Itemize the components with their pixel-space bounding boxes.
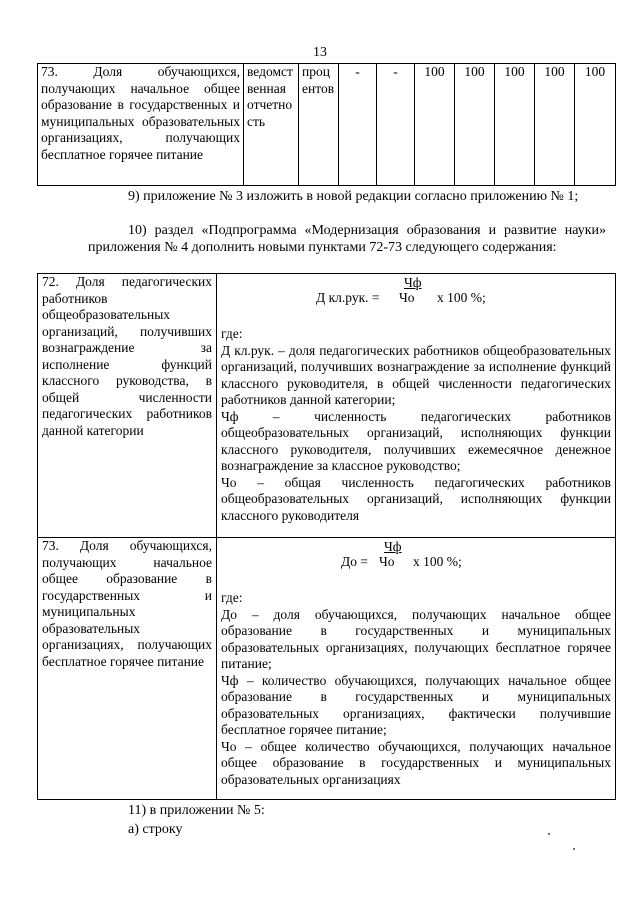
where-label: где: [221, 590, 243, 605]
indicator-73-method [217, 538, 616, 800]
value-cell: 100 [455, 64, 495, 186]
value-cell: 100 [535, 64, 575, 186]
page-number: 13 [313, 45, 327, 60]
formula-multiplier: x 100 %; [437, 290, 486, 305]
value-cell: 100 [495, 64, 535, 186]
paragraph-9: 9) приложение № 3 изложить в новой редакции согласно приложению № 1; [128, 189, 579, 204]
paragraph-10: 10) раздел «Подпрограмма «Модернизация образования и развитие науки» приложения № 4 дополнить новыми пунктами 72-73 следующего содержания: [88, 223, 606, 255]
definition: Чо – общее количество обучающихся, получающих начальное общее образование в государственных и муниципальных образовательных организациях [221, 738, 611, 787]
indicator-72-method [217, 274, 616, 538]
definition: Чф – количество обучающихся, получающих начальное общее образование в государственных и муниципальных образовательных организациях, фактически получившие бесплатное горячее питание; [221, 672, 611, 737]
value-cell: - [339, 64, 377, 186]
unit-cell: процентов [299, 64, 339, 186]
formula-multiplier: x 100 %; [413, 554, 462, 569]
table-row [38, 274, 616, 538]
definition: Чо – общая численность педагогических работников общеобразовательных организаций, исполняющих функции классного руководителя [221, 474, 611, 523]
table-row [38, 538, 616, 800]
indicator-name-cell: 73. Доля обучающихся, получающих начальное общее образование в государственных и муниципальных образовательных организациях, получающих бесплатное горячее питание [38, 64, 244, 186]
formula-lhs: Д кл.рук. = [316, 290, 380, 305]
paragraph-a: а) строку [128, 822, 183, 837]
value-cell: - [377, 64, 415, 186]
indicator-72-name: 72. Доля педагогических работников общеобразовательных организаций, получивших вознаграждение за исполнение функций классного руководства, в общей численности педагогических работников данной категории [38, 274, 217, 538]
scan-speck [573, 848, 575, 850]
where-label: где: [221, 326, 243, 341]
definition: Д кл.рук. – доля педагогических работников общеобразовательных организаций, получивших вознаграждение за исполнение функций классного руководителя, в общей численности педагогических работников данной категории; [221, 342, 611, 407]
source-cell: ведомственная отчетность [244, 64, 299, 186]
definition: Чф – численность педагогических работников общеобразовательных организаций, исполняющих функции классного руководителя, получивших ежемесячное денежное вознаграждение за классное руководство; [221, 408, 611, 473]
formula-denominator: Чо [379, 554, 395, 569]
formula-lhs: До = [341, 554, 368, 569]
paragraph-11: 11) в приложении № 5: [128, 803, 265, 818]
formula-73 [221, 538, 611, 590]
formula-denominator: Чо [399, 290, 415, 305]
indicator-table-row-73 [37, 63, 616, 186]
value-cell: 100 [575, 64, 616, 186]
value-cell: 100 [415, 64, 455, 186]
indicator-73-name: 73. Доля обучающихся, получающих начальное общее образование в государственных и муниципальных образовательных организациях, получающих бесплатное горячее питание [38, 538, 217, 800]
methodology-table [37, 273, 616, 800]
formula-numerator: Чф [404, 275, 422, 290]
scan-speck [548, 833, 550, 835]
table-row [38, 64, 616, 186]
formula-numerator: Чф [384, 539, 402, 554]
formula-72 [221, 274, 611, 326]
definition: До – доля обучающихся, получающих начальное общее образование в государственных и муниципальных образовательных организациях, получающих бесплатное горячее питание; [221, 606, 611, 671]
